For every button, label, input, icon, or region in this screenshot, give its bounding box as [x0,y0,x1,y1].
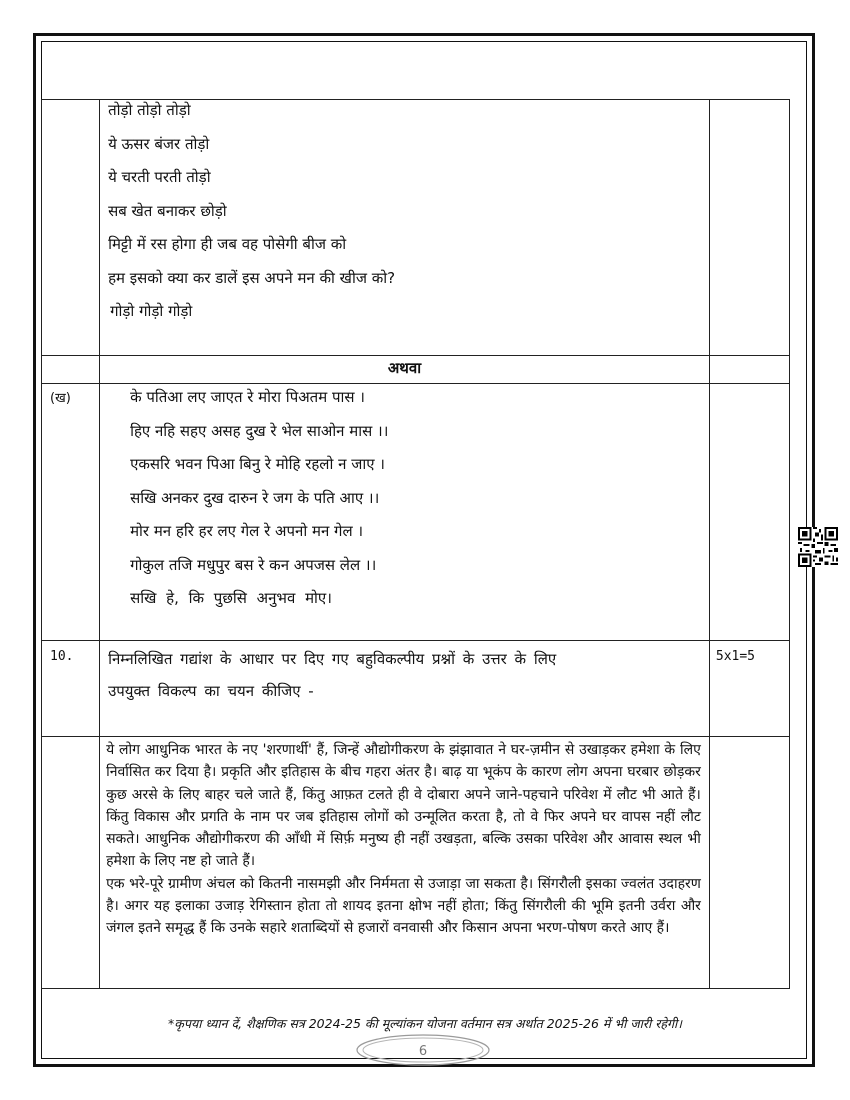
alternative-cell [100,356,710,384]
marks-value: 5x1=5 [715,649,756,664]
option-b-row [42,384,790,641]
alternative-number-cell [42,356,100,384]
question-10-cell [100,641,710,737]
option-b-label: (ख) [50,391,71,406]
passage-paragraph: ये लोग आधुनिक भारत के नए 'शरणार्थी' हैं, जिन्हें औद्योगीकरण के झंझावात ने घर-ज़मीन से उखाड़कर हमेशा के लिए निर्वासित कर दिया है। प्रकृति और इतिहास के बीच गहरा अंतर है। बाढ़ या भूकंप के कारण लोग अपना घरबार छोड़कर कुछ अरसे के लिए बाहर चले जाते हैं, किंतु आफ़त टलते ही वे दोबारा अपने जाने-पहचाने परिवेश में लौट भी आते हैं। किंतु विकास और प्रगति के नाम पर जब इतिहास लोगों को उन्मूलित करता है, तो वे फिर अपने घर वापस नहीं लौट सकते। आधुनिक औद्योगीकरण की आँधी में सिर्फ़ मनुष्य ही नहीं उखड़ता, बल्कि उसका परिवेश और आवास स्थल भी हमेशा के लिए नष्ट हो जाते हैं। [106,742,701,870]
question-line: उपयुक्त विकल्प का चयन कीजिए - [108,682,314,700]
qr-code-icon [798,527,838,567]
alternative-heading: अथवा [387,359,422,377]
poem-line: एकसरि भवन पिआ बिनु रे मोहि रहलो न जाए । [130,455,385,473]
passage-number-cell [42,737,100,989]
option-b-cell [100,384,710,641]
poem-b [100,384,709,621]
question-10-number-cell [42,641,100,737]
question-10-text [100,641,709,713]
poem-line: सखि अनकर दुख दारुन रे जग के पति आए ।। [130,488,380,507]
alternative-row [42,356,790,384]
question-number: 10. [50,649,74,664]
poem-line: के पतिआ लए जाएत रे मोरा पिअतम पास । [130,388,365,406]
footer-note: *कृपया ध्यान दें, शैक्षणिक सत्र 2024-25 की मूल्यांकन योजना वर्तमान सत्र अर्थात 2025-26 में भी जारी रहेगी। [168,1016,682,1031]
poem-line: गोड़ो गोड़ो गोड़ो [110,302,193,320]
poem-line: तोड़ो तोड़ो तोड़ो [108,101,191,119]
poem-a-number-cell [42,100,100,356]
poem-line: हम इसको क्या कर डालें इस अपने मन की खीज को? [108,268,396,287]
question-line: निम्नलिखित गद्यांश के आधार पर दिए गए बहुविकल्पीय प्रश्नों के उत्तर के लिए [108,650,557,668]
question-10-row [42,641,790,737]
passage-cell [100,737,710,989]
question-table [41,99,790,989]
passage [100,737,709,942]
option-b-marks-cell [709,384,789,641]
poem-line: ये चरती परती तोड़ो [108,168,211,186]
passage-row [42,737,790,989]
poem-a-cell [100,100,710,356]
page-number-badge [355,1033,491,1067]
page-number: 6 [418,1044,428,1059]
poem-line: ये ऊसर बंजर तोड़ो [108,134,210,153]
poem-a [100,100,709,335]
poem-line: हिए नहि सहए असह दुख रे भेल साओन मास ।। [130,421,389,440]
poem-line: मिट्टी में रस होगा ही जब वह पोसेगी बीज को [108,235,347,253]
poem-line: गोकुल तजि मधुपुर बस रे कन अपजस लेल ।। [130,555,377,574]
alternative-marks-cell [709,356,789,384]
poem-line: सब खेत बनाकर छोड़ो [108,201,227,220]
option-b-number-cell [42,384,100,641]
poem-a-row [42,100,790,356]
poem-line: सखि हे, कि पुछसि अनुभव मोए। [130,589,332,607]
poem-a-marks-cell [709,100,789,356]
poem-line: मोर मन हरि हर लए गेल रे अपनो मन गेल । [130,522,364,540]
question-10-marks-cell [709,641,789,737]
passage-marks-cell [709,737,789,989]
passage-paragraph: एक भरे-पूरे ग्रामीण अंचल को कितनी नासमझी और निर्ममता से उजाड़ा जा सकता है। सिंगरौली इसका ज्वलंत उदाहरण है। अगर यह इलाका उजाड़ रेगिस्तान होता तो शायद इतना क्षोभ नहीं होता; किंतु सिंगरौली की भूमि इतनी उर्वरा और जंगल इतने समृद्ध हैं कि उनके सहारे शताब्दियों से हजारों वनवासी और किसान अपना भरण-पोषण करते आए हैं। [106,875,701,937]
